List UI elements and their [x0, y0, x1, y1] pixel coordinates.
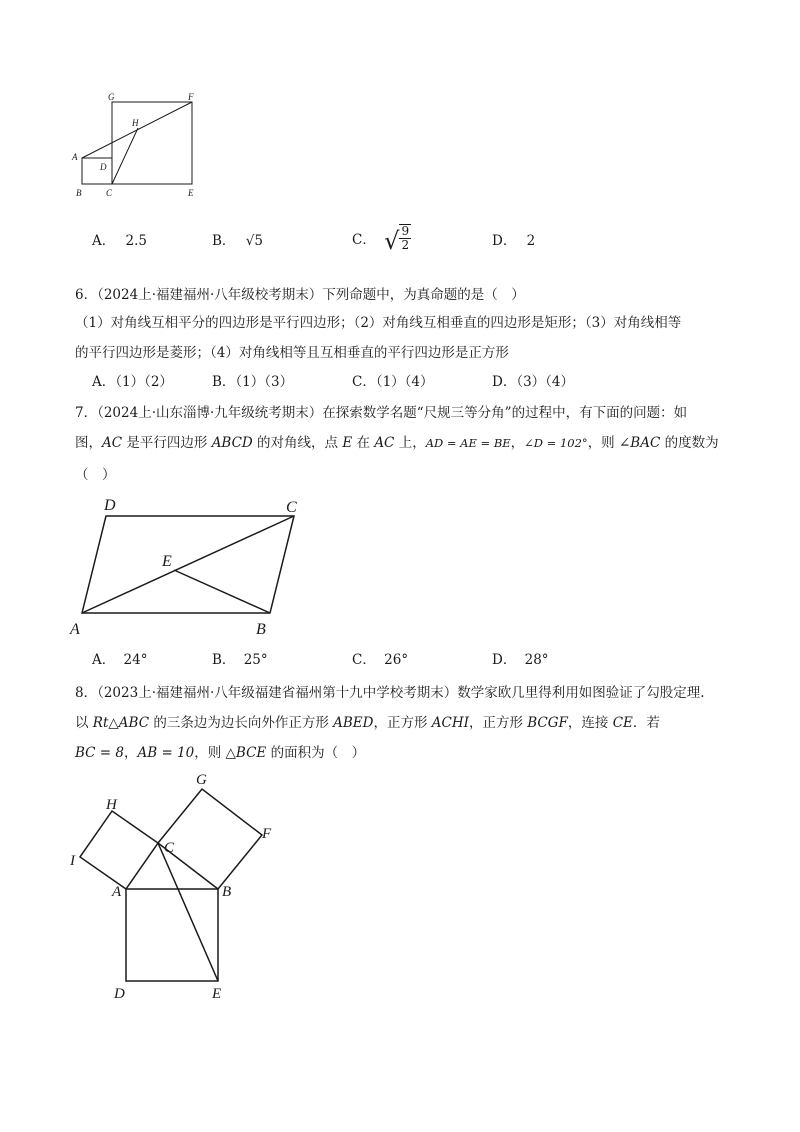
q5-option-c[interactable] — [352, 220, 411, 261]
q7-stem: 7．（2024上·山东淄博·九年级统考期末）在探索数学名题“尺规三等分角”的过程中，有下面的问题：如 — [75, 405, 688, 421]
q6-stem: 6．（2024上·福建福州·八年级校考期末）下列命题中，为真命题的是（ ） — [75, 287, 525, 303]
option-letter: D． — [492, 652, 517, 668]
option-letter: B． — [212, 233, 236, 249]
option-text: 26° — [384, 652, 409, 668]
label-F: F — [262, 826, 272, 842]
option-text: 2.5 — [125, 233, 148, 249]
q8-stem: 8．（2023上·福建福州·八年级福建省福州第十九中学校考期末）数学家欧几里得利用如图验证了勾股定理. — [75, 685, 705, 701]
text: 图， — [75, 435, 102, 451]
q7-option-c[interactable] — [352, 651, 408, 669]
option-fraction — [399, 224, 411, 252]
text: ，连接 — [567, 715, 613, 731]
label-D: D — [100, 162, 107, 172]
sqrt-sign-icon: √ — [384, 226, 400, 255]
option-text: （1）（4） — [375, 374, 434, 390]
label-E: E — [188, 188, 194, 198]
label-G: G — [108, 92, 115, 102]
math-bcgf: BCGF — [527, 715, 568, 731]
option-letter: A． — [92, 652, 116, 668]
option-text: 24° — [123, 652, 148, 668]
math-ac: AC — [374, 435, 395, 451]
q5-option-d[interactable] — [492, 232, 535, 250]
option-letter: D． — [492, 374, 517, 390]
label-B: B — [222, 884, 232, 900]
option-letter: B． — [212, 374, 236, 390]
text: 是平行四边形 — [122, 435, 212, 451]
math-ab: AB = 10 — [137, 745, 195, 761]
text: ， — [123, 745, 138, 761]
math-e: E — [342, 435, 353, 451]
option-text: 25° — [243, 652, 268, 668]
text: ，则 — [194, 745, 226, 761]
label-C: C — [106, 188, 113, 198]
math-triangle-bce: △BCE — [225, 745, 267, 761]
label-A: A — [70, 621, 80, 638]
label-D: D — [114, 986, 125, 1002]
option-text: 28° — [524, 652, 549, 668]
label-A: A — [112, 884, 122, 900]
label-E: E — [162, 553, 172, 570]
math-abcd: ABCD — [211, 435, 253, 451]
q6-line1: （1）对角线互相平分的四边形是平行四边形；（2）对角线互相垂直的四边形是矩形；（3）对角线相等 — [75, 315, 682, 331]
q8-line2 — [75, 714, 660, 732]
option-letter: C． — [352, 652, 376, 668]
q5-option-a[interactable] — [92, 232, 147, 250]
text: 的面积为（ ） — [266, 745, 366, 761]
figure-q8 — [60, 768, 290, 1008]
option-letter: C． — [352, 374, 376, 390]
option-letter: D． — [492, 233, 517, 249]
label-H: H — [132, 118, 139, 128]
option-text: （1）（3） — [235, 374, 294, 390]
option-letter: A． — [92, 374, 116, 390]
text: ，正方形 — [373, 715, 432, 731]
q6-option-a[interactable] — [92, 373, 173, 391]
label-F: F — [188, 92, 194, 102]
q6-option-d[interactable] — [492, 373, 574, 391]
math-abed: ABED — [333, 715, 374, 731]
option-text: （1）（2） — [115, 374, 173, 390]
label-G: G — [196, 772, 207, 788]
math-ce: CE — [612, 715, 633, 731]
label-B: B — [256, 621, 266, 638]
fraction-denominator: 2 — [401, 237, 410, 252]
label-B: B — [76, 188, 82, 198]
text: ，正方形 — [468, 715, 528, 731]
label-A: A — [72, 152, 78, 162]
q6-line2: 的平行四边形是菱形；（4）对角线相等且互相垂直的平行四边形是正方形 — [75, 345, 509, 361]
q7-line3: （ ） — [75, 467, 116, 483]
math-achi: ACHI — [431, 715, 469, 731]
math-ac: AC — [102, 435, 123, 451]
label-C: C — [286, 499, 297, 516]
label-I: I — [70, 853, 75, 869]
text: ．若 — [632, 715, 660, 731]
figure-q7 — [64, 490, 314, 640]
label-D: D — [104, 497, 116, 514]
text: 上， — [394, 435, 426, 451]
q7-option-d[interactable] — [492, 651, 549, 669]
option-letter: A． — [92, 233, 116, 249]
option-letter: C． — [352, 232, 376, 248]
text: 以 — [75, 715, 93, 731]
text: 的对角线，点 — [252, 435, 343, 451]
figure-q5 — [70, 92, 205, 202]
q5-option-b[interactable] — [212, 232, 263, 250]
text: ，则 — [587, 435, 619, 451]
label-C: C — [164, 840, 175, 856]
text: 的度数为 — [660, 435, 719, 451]
fraction-numerator: 9 — [401, 223, 410, 238]
label-H: H — [106, 797, 117, 813]
option-letter: B． — [212, 652, 236, 668]
math-angle-bac: ∠BAC — [618, 435, 661, 451]
q7-line2 — [75, 434, 719, 452]
text: ， — [510, 435, 525, 451]
option-text: 2 — [526, 233, 536, 249]
math-equation: AD = AE = BE — [425, 436, 511, 450]
math-rt-triangle: Rt△ABC — [92, 715, 150, 731]
q6-option-c[interactable] — [352, 373, 434, 391]
math-bc: BC = 8 — [75, 745, 124, 761]
text: 在 — [352, 435, 375, 451]
label-E: E — [212, 986, 222, 1002]
text: 的三条边为边长向外作正方形 — [149, 715, 334, 731]
math-angle: ∠D = 102° — [524, 436, 588, 450]
q7-option-b[interactable] — [212, 651, 268, 669]
q6-option-b[interactable] — [212, 373, 293, 391]
q7-option-a[interactable] — [92, 651, 147, 669]
option-text: √5 — [245, 233, 263, 249]
option-text: （3）（4） — [516, 374, 575, 390]
q8-line3 — [75, 744, 365, 762]
